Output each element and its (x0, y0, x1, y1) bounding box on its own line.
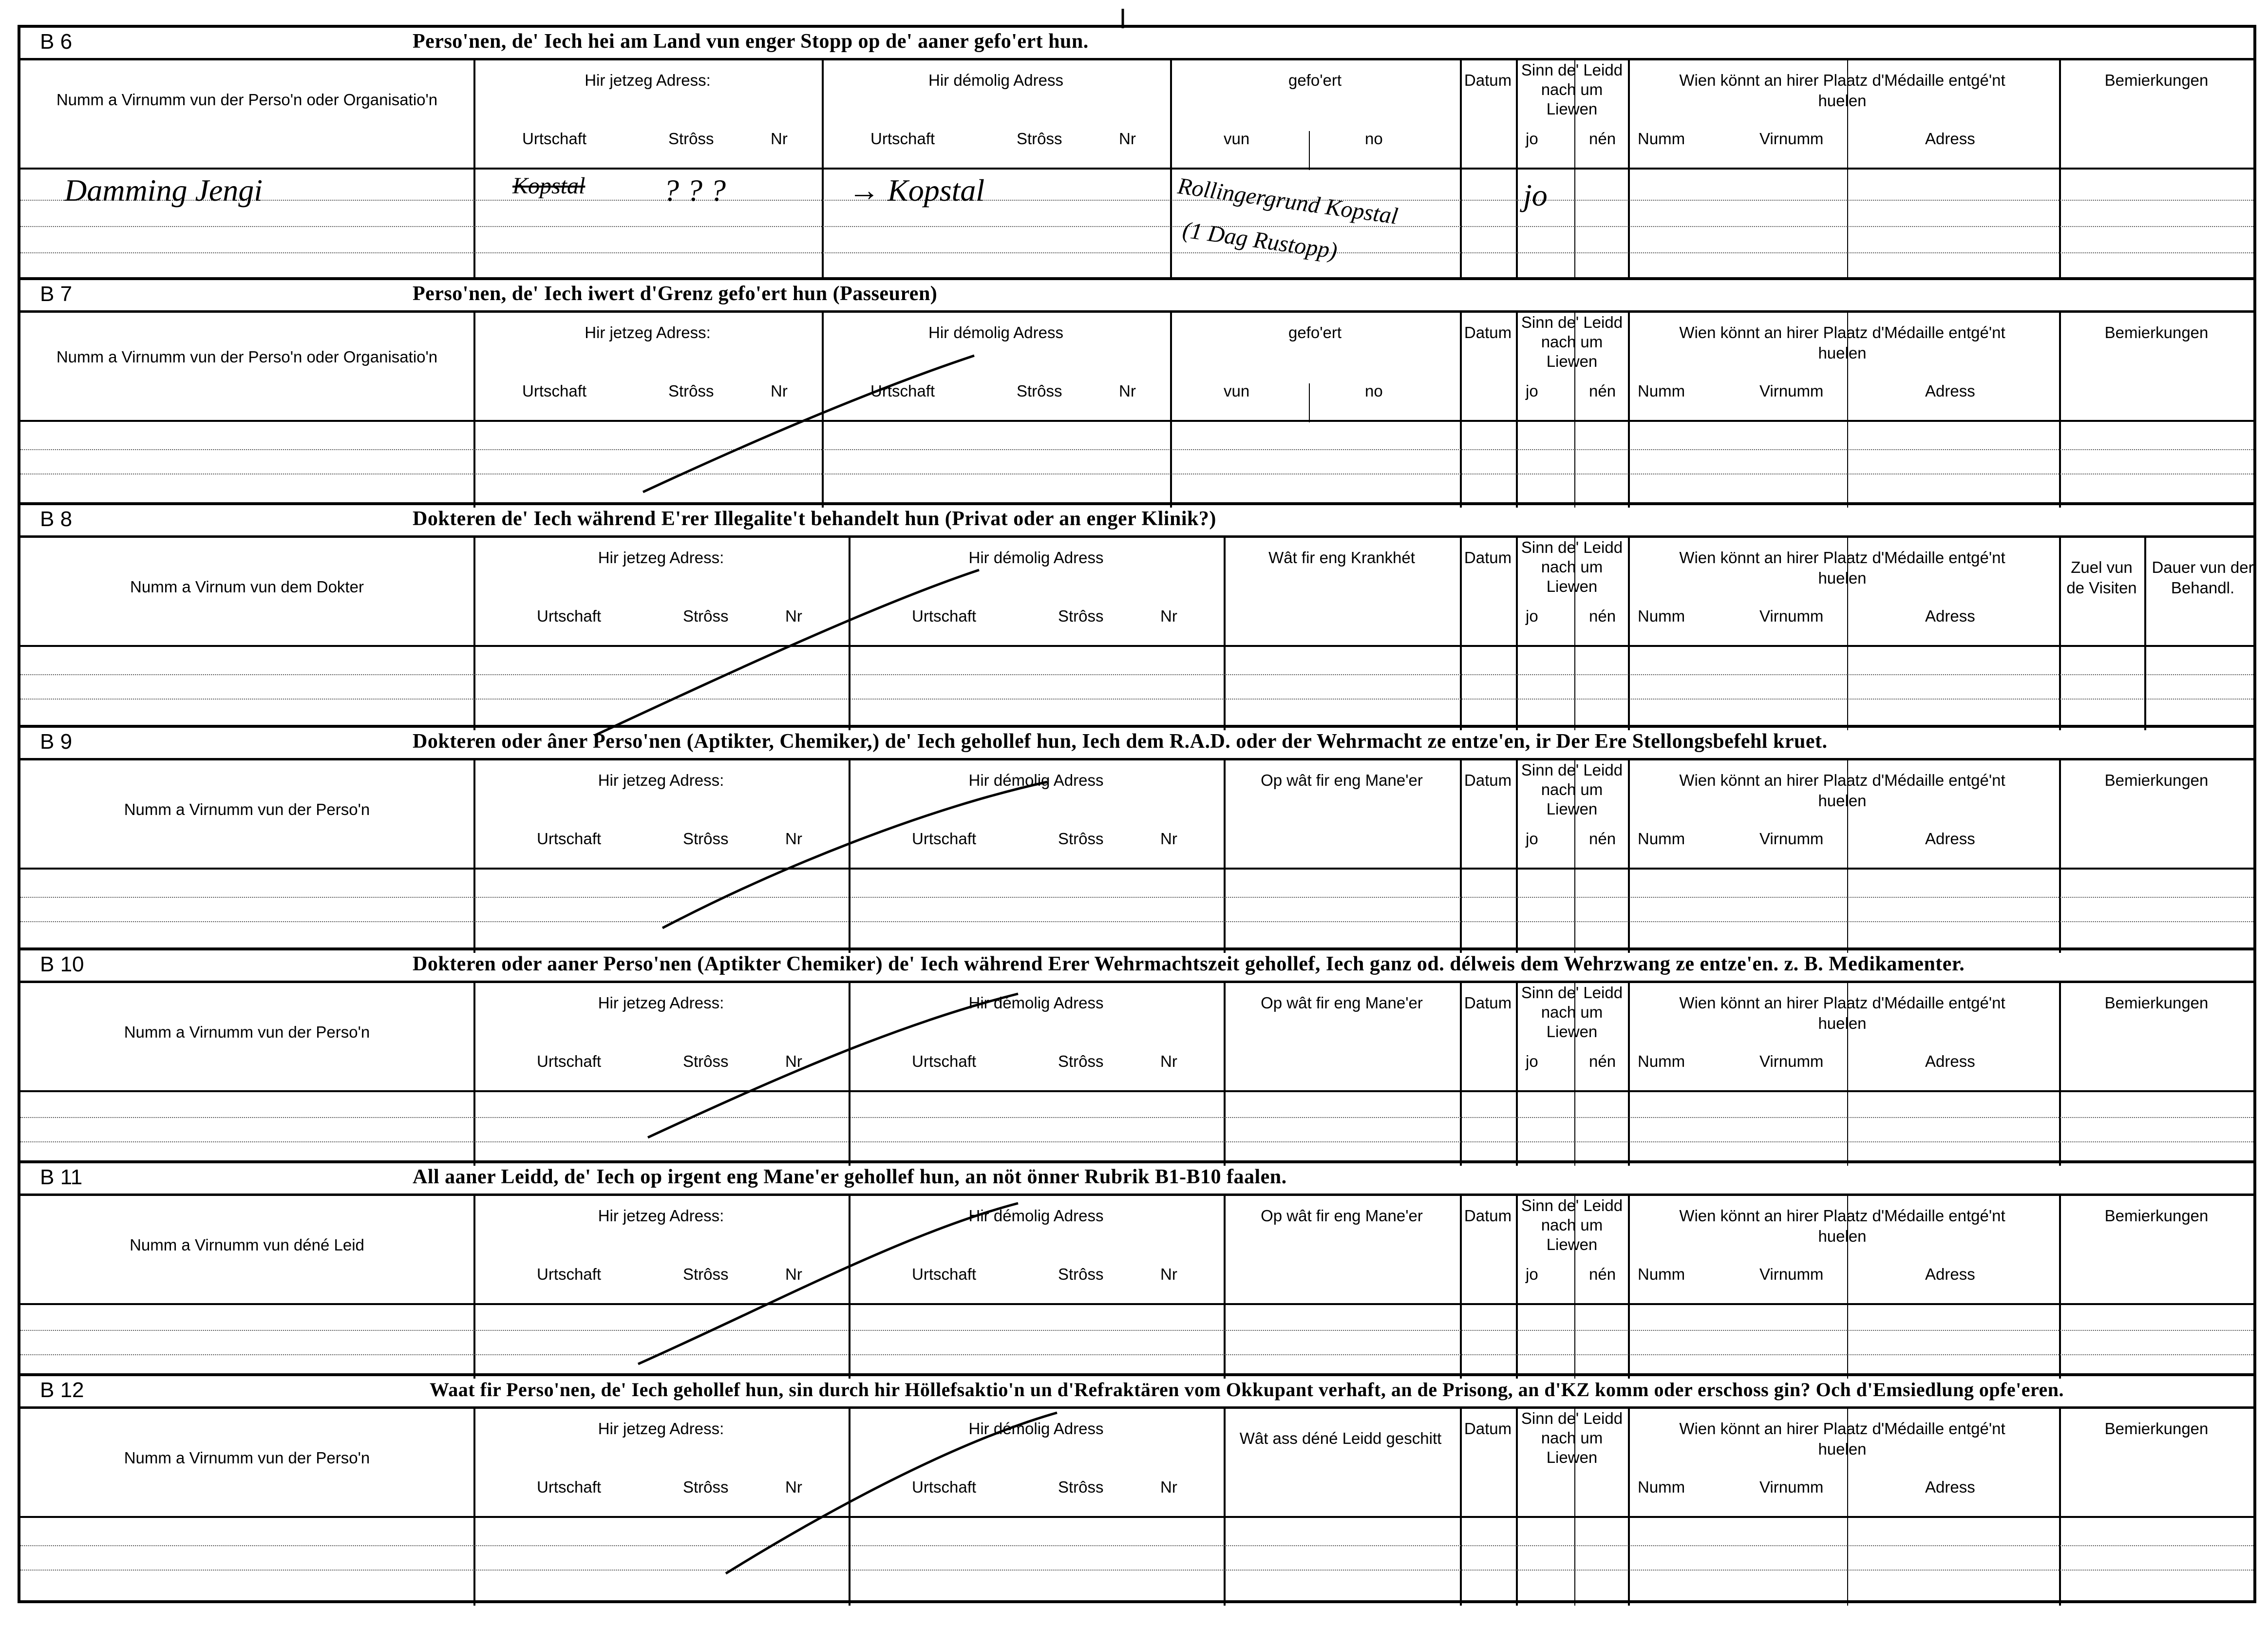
section-b11 (20, 1160, 2253, 1373)
vun-label: vun (1224, 382, 1250, 400)
nr-label: Nr (771, 130, 788, 148)
handwritten-struck-place: Kopstal (512, 173, 586, 199)
remarks-header: Bemierkungen (2104, 771, 2209, 789)
handwritten-yes: jo (1523, 178, 1548, 212)
section-code: B 8 (40, 507, 73, 531)
current-address-header: Hir jetzeg Adress: (598, 994, 724, 1012)
numm-label: Numm (1638, 607, 1685, 625)
stross-label: Strôss (668, 382, 714, 400)
current-address-header: Hir jetzeg Adress: (598, 549, 724, 567)
stross-label: Strôss (683, 607, 729, 625)
urtschaft-label: Urtschaft (537, 830, 602, 848)
alive-header: Sinn de' Leidd nach um Liewen (1521, 761, 1623, 818)
stross-label: Strôss (1058, 1265, 1104, 1283)
doctor-name-header: Numm a Virnum vun dem Dokter (130, 578, 364, 596)
datum-header: Datum (1464, 71, 1512, 89)
adress-label: Adress (1925, 607, 1975, 625)
former-address-header: Hir démolig Adress (968, 1207, 1104, 1225)
section-b9 (20, 725, 2253, 947)
illness-header: Wât fir eng Krankhét (1268, 549, 1415, 567)
former-address-header: Hir démolig Adress (968, 1420, 1104, 1438)
numm-label: Numm (1638, 1478, 1685, 1496)
remarks-header: Bemierkungen (2104, 994, 2209, 1012)
manner-header: Op wât fir eng Mane'er (1261, 1207, 1423, 1225)
gefoert-header: gefo'ert (1288, 71, 1342, 89)
person-name-header: Numm a Virnumm vun der Perso'n (124, 800, 370, 818)
former-address-header: Hir démolig Adress (928, 71, 1063, 89)
urtschaft-label: Urtschaft (870, 130, 935, 148)
section-code: B 10 (40, 952, 84, 976)
virnumm-label: Virnumm (1759, 1478, 1824, 1496)
handwritten-route-note: (1 Dag Rustopp) (1181, 216, 1339, 265)
nr-label: Nr (785, 1052, 802, 1070)
numm-label: Numm (1638, 382, 1685, 400)
alive-header: Sinn de' Leidd nach um Liewen (1521, 538, 1623, 595)
nen-label: nén (1589, 830, 1616, 848)
gefoert-header: gefo'ert (1288, 323, 1342, 341)
what-happened-header: Wât ass déné Leidd geschitt (1239, 1429, 1442, 1447)
remarks-header: Bemierkungen (2104, 71, 2209, 89)
section-code: B 7 (40, 282, 73, 306)
jo-label: jo (1526, 607, 1538, 625)
datum-header: Datum (1464, 771, 1512, 789)
former-address-header: Hir démolig Adress (968, 771, 1104, 789)
urtschaft-label: Urtschaft (912, 607, 977, 625)
adress-label: Adress (1925, 830, 1975, 848)
vun-label: vun (1224, 130, 1250, 148)
section-code: B 6 (40, 30, 73, 54)
alive-header: Sinn de' Leidd nach um Liewen (1521, 984, 1623, 1041)
nr-label: Nr (785, 1265, 802, 1283)
numm-label: Numm (1638, 830, 1685, 848)
former-address-header: Hir démolig Adress (968, 994, 1104, 1012)
section-b10 (20, 947, 2253, 1160)
resistance-form (18, 25, 2256, 1603)
urtschaft-label: Urtschaft (912, 1478, 977, 1496)
nr-label: Nr (1160, 607, 1177, 625)
stross-label: Strôss (683, 1052, 729, 1070)
medal-header: Wien könnt an hirer Plaatz d'Médaille entgé'nt huelen (1679, 323, 2005, 362)
stross-label: Strôss (683, 1265, 729, 1283)
section-code: B 12 (40, 1378, 84, 1402)
datum-header: Datum (1464, 994, 1512, 1012)
current-address-header: Hir jetzeg Adress: (598, 1207, 724, 1225)
name-header: Numm a Virnumm vun der Perso'n oder Organisatio'n (56, 91, 438, 109)
jo-label: jo (1526, 130, 1538, 148)
section-title: All aaner Leidd, de' Iech op irgent eng Mane'er gehollef hun, an nöt önner Rubrik B1-B10 faalen. (413, 1166, 1287, 1188)
current-address-header: Hir jetzeg Adress: (585, 71, 711, 89)
stross-label: Strôss (668, 130, 714, 148)
urtschaft-label: Urtschaft (912, 1052, 977, 1070)
stross-label: Strôss (1058, 1478, 1104, 1496)
nen-label: nén (1589, 130, 1616, 148)
remarks-header: Bemierkungen (2104, 1207, 2209, 1225)
handwritten-former-address: → Kopstal (849, 173, 985, 208)
former-address-header: Hir démolig Adress (968, 549, 1104, 567)
handwritten-question-marks: ? ? ? (663, 173, 726, 208)
nr-label: Nr (1119, 382, 1136, 400)
section-title: Dokteren oder aaner Perso'nen (Aptikter Chemiker) de' Iech während Erer Wehrmachtszeit gehollef, Iech ganz od. délweis dem Wehrzwang ze entze'en. z. B. Medikamenter. (413, 953, 1965, 975)
stross-label: Strôss (683, 830, 729, 848)
adress-label: Adress (1925, 1478, 1975, 1496)
stross-label: Strôss (683, 1478, 729, 1496)
urtschaft-label: Urtschaft (537, 607, 602, 625)
virnumm-label: Virnumm (1759, 1265, 1824, 1283)
urtschaft-label: Urtschaft (912, 830, 977, 848)
nr-label: Nr (785, 607, 802, 625)
stross-label: Strôss (1017, 382, 1062, 400)
jo-label: jo (1526, 382, 1538, 400)
stross-label: Strôss (1058, 1052, 1104, 1070)
duration-header: Dauer vun der Behandl. (2152, 558, 2254, 597)
section-b12 (20, 1373, 2253, 1600)
urtschaft-label: Urtschaft (522, 130, 587, 148)
jo-label: jo (1526, 1052, 1538, 1070)
current-address-header: Hir jetzeg Adress: (585, 323, 711, 341)
person-name-header: Numm a Virnumm vun der Perso'n (124, 1023, 370, 1041)
nr-label: Nr (1160, 1052, 1177, 1070)
section-title: Dokteren de' Iech während E'rer Illegalite't behandelt hun (Privat oder an enger Klinik?) (413, 508, 1216, 530)
nr-label: Nr (771, 382, 788, 400)
medal-header: Wien könnt an hirer Plaatz d'Médaille entgé'nt huelen (1679, 71, 2005, 110)
adress-label: Adress (1925, 130, 1975, 148)
section-b8 (20, 502, 2253, 725)
person-name-header: Numm a Virnumm vun der Perso'n (124, 1449, 370, 1467)
visits-header: Zuel vun de Visiten (2066, 558, 2137, 597)
section-title: Dokteren oder âner Perso'nen (Aptikter, Chemiker,) de' Iech gehollef hun, Iech dem R.A.D. oder der Wehrmacht ze entze'en, ir Der Ere Stellongsbefehl kruet. (413, 730, 1828, 753)
stross-label: Strôss (1058, 830, 1104, 848)
remarks-header: Bemierkungen (2104, 1420, 2209, 1438)
jo-label: jo (1526, 1265, 1538, 1283)
former-address-header: Hir démolig Adress (928, 323, 1063, 341)
medal-header: Wien könnt an hirer Plaatz d'Médaille entgé'nt huelen (1679, 549, 2005, 587)
section-title: Perso'nen, de' Iech iwert d'Grenz gefo'ert hun (Passeuren) (413, 283, 938, 305)
nen-label: nén (1589, 382, 1616, 400)
nr-label: Nr (1160, 1265, 1177, 1283)
section-title: Waat fir Perso'nen, de' Iech gehollef hun, sin durch hir Höllefsaktio'n un d'Refraktären vom Okkupant verhaft, an de Prisong, an d'KZ komm oder erschoss gin? Och d'Emsiedlung opfe'eren. (430, 1379, 2064, 1401)
adress-label: Adress (1925, 382, 1975, 400)
no-label: no (1365, 130, 1383, 148)
urtschaft-label: Urtschaft (870, 382, 935, 400)
nr-label: Nr (785, 830, 802, 848)
section-title: Perso'nen, de' Iech hei am Land vun enger Stopp op de' aaner gefo'ert hun. (413, 30, 1089, 53)
numm-label: Numm (1638, 130, 1685, 148)
alive-header: Sinn de' Leidd nach um Liewen (1521, 1196, 1623, 1253)
nr-label: Nr (785, 1478, 802, 1496)
alive-header: Sinn de' Leidd nach um Liewen (1521, 1409, 1623, 1466)
adress-label: Adress (1925, 1052, 1975, 1070)
medal-header: Wien könnt an hirer Plaatz d'Médaille entgé'nt huelen (1679, 994, 2005, 1032)
datum-header: Datum (1464, 549, 1512, 567)
section-code: B 11 (40, 1165, 83, 1189)
nen-label: nén (1589, 1265, 1616, 1283)
section-b6 (20, 28, 2253, 277)
people-name-header: Numm a Virnumm vun déné Leid (130, 1236, 364, 1254)
urtschaft-label: Urtschaft (522, 382, 587, 400)
numm-label: Numm (1638, 1052, 1685, 1070)
urtschaft-label: Urtschaft (537, 1265, 602, 1283)
no-label: no (1365, 382, 1383, 400)
urtschaft-label: Urtschaft (537, 1052, 602, 1070)
nr-label: Nr (1160, 830, 1177, 848)
datum-header: Datum (1464, 1420, 1512, 1438)
adress-label: Adress (1925, 1265, 1975, 1283)
urtschaft-label: Urtschaft (537, 1478, 602, 1496)
stross-label: Strôss (1058, 607, 1104, 625)
jo-label: jo (1526, 830, 1538, 848)
nen-label: nén (1589, 607, 1616, 625)
datum-header: Datum (1464, 323, 1512, 341)
virnumm-label: Virnumm (1759, 830, 1824, 848)
numm-label: Numm (1638, 1265, 1685, 1283)
current-address-header: Hir jetzeg Adress: (598, 771, 724, 789)
virnumm-label: Virnumm (1759, 382, 1824, 400)
medal-header: Wien könnt an hirer Plaatz d'Médaille entgé'nt huelen (1679, 1420, 2005, 1458)
virnumm-label: Virnumm (1759, 1052, 1824, 1070)
urtschaft-label: Urtschaft (912, 1265, 977, 1283)
remarks-header: Bemierkungen (2104, 323, 2209, 341)
alive-header: Sinn de' Leidd nach um Liewen (1521, 61, 1623, 118)
alive-header: Sinn de' Leidd nach um Liewen (1521, 313, 1623, 370)
name-header: Numm a Virnumm vun der Perso'n oder Organisatio'n (56, 348, 438, 366)
virnumm-label: Virnumm (1759, 607, 1824, 625)
nr-label: Nr (1119, 130, 1136, 148)
datum-header: Datum (1464, 1207, 1512, 1225)
nr-label: Nr (1160, 1478, 1177, 1496)
handwritten-name: Damming Jengi (64, 173, 263, 208)
manner-header: Op wât fir eng Mane'er (1261, 994, 1423, 1012)
current-address-header: Hir jetzeg Adress: (598, 1420, 724, 1438)
section-b7 (20, 277, 2253, 502)
manner-header: Op wât fir eng Mane'er (1261, 771, 1423, 789)
medal-header: Wien könnt an hirer Plaatz d'Médaille entgé'nt huelen (1679, 771, 2005, 810)
stross-label: Strôss (1017, 130, 1062, 148)
section-code: B 9 (40, 730, 73, 754)
nen-label: nén (1589, 1052, 1616, 1070)
medal-header: Wien könnt an hirer Plaatz d'Médaille entgé'nt huelen (1679, 1207, 2005, 1245)
virnumm-label: Virnumm (1759, 130, 1824, 148)
handwritten-route: Rollingergrund Kopstal (1176, 172, 1400, 229)
